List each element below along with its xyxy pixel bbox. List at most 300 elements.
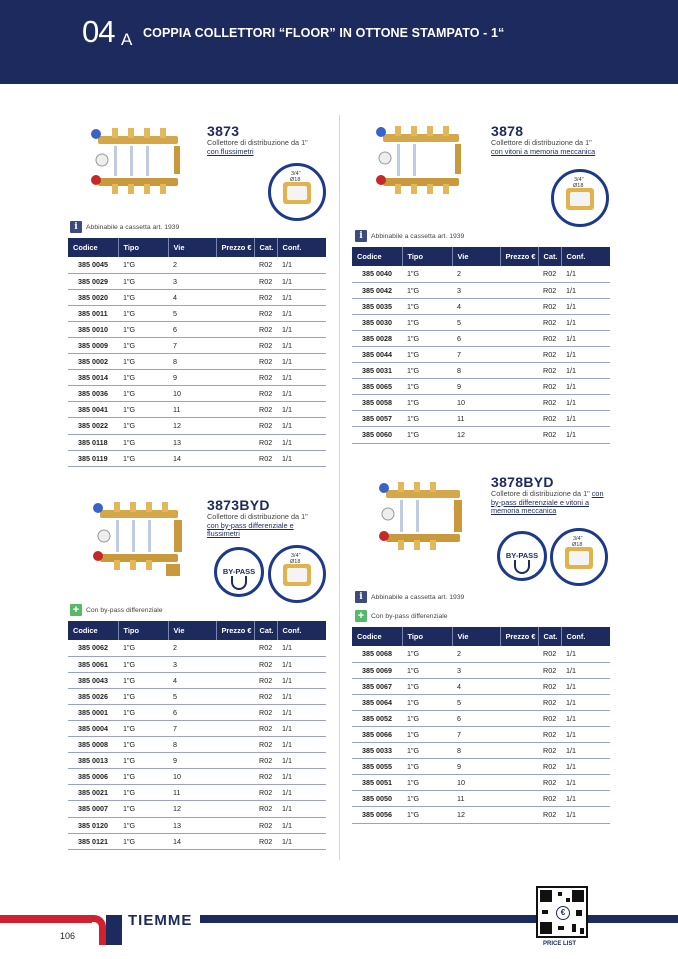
- table-cell: R02: [538, 775, 561, 791]
- table-cell: 11: [452, 411, 500, 427]
- table-cell: R02: [538, 759, 561, 775]
- table-cell: 12: [452, 427, 500, 443]
- table-cell: 385 0062: [68, 640, 118, 656]
- table-cell: 7: [168, 337, 216, 353]
- table-cell: 385 0009: [68, 337, 118, 353]
- table-cell: R02: [538, 662, 561, 678]
- table-cell: 385 0061: [68, 656, 118, 672]
- table-cell: 1/1: [277, 434, 326, 450]
- table-cell: 6: [168, 704, 216, 720]
- footer-blue-bar: [200, 915, 678, 923]
- table-cell: [500, 427, 538, 443]
- product-desc-3878: [491, 139, 601, 156]
- table-row: [68, 688, 326, 704]
- table-cell: [216, 305, 254, 321]
- table-row: [352, 710, 610, 726]
- table-cell: 1"G: [402, 314, 452, 330]
- table-cell: 385 0052: [352, 710, 402, 726]
- column-header: Vie: [168, 238, 216, 257]
- table-cell: 1"G: [402, 427, 452, 443]
- table-cell: R02: [538, 314, 561, 330]
- table-cell: [216, 354, 254, 370]
- table-cell: 1"G: [118, 418, 168, 434]
- table-cell: R02: [254, 672, 277, 688]
- table-cell: [500, 411, 538, 427]
- desc-text: Colletore di distribuzione da 1": [491, 489, 590, 498]
- table-cell: R02: [254, 273, 277, 289]
- table-row: [352, 346, 610, 362]
- column-header: Cat.: [254, 621, 277, 640]
- table-cell: 1/1: [277, 273, 326, 289]
- table-cell: 1"G: [402, 363, 452, 379]
- table-cell: 6: [452, 330, 500, 346]
- table-cell: 1/1: [561, 694, 610, 710]
- table-cell: 1"G: [118, 753, 168, 769]
- desc-text: Collettore di distribuzione da 1": [491, 138, 592, 147]
- table-cell: 1/1: [561, 791, 610, 807]
- table-cell: R02: [254, 833, 277, 849]
- table-row: [68, 801, 326, 817]
- table-cell: 385 0064: [352, 694, 402, 710]
- table-cell: 1"G: [118, 720, 168, 736]
- table-cell: 1/1: [277, 801, 326, 817]
- table-cell: [216, 273, 254, 289]
- table-cell: 7: [452, 726, 500, 742]
- table-row: [68, 704, 326, 720]
- thread-badge-icon: 3/4" Ø18: [551, 169, 609, 227]
- column-header: Cat.: [538, 627, 561, 646]
- table-cell: 10: [452, 775, 500, 791]
- table-cell: 1/1: [277, 386, 326, 402]
- column-header: Codice: [68, 238, 118, 257]
- table-row: [68, 305, 326, 321]
- note-cassetta: i Abbinabile a cassetta art. 1939: [70, 221, 179, 233]
- bypass-badge-icon: BY-PASS: [214, 547, 264, 597]
- table-cell: 1/1: [277, 337, 326, 353]
- table-header-row: [68, 238, 326, 257]
- table-cell: [500, 678, 538, 694]
- info-icon: i: [355, 230, 367, 242]
- table-row: [352, 662, 610, 678]
- column-header: Prezzo €: [216, 621, 254, 640]
- column-header: Codice: [352, 247, 402, 266]
- table-cell: 14: [168, 833, 216, 849]
- thread-badge-icon: 3/4" Ø18: [550, 528, 608, 586]
- table-cell: 385 0004: [68, 720, 118, 736]
- table-row: [352, 726, 610, 742]
- table-cell: [500, 298, 538, 314]
- table-cell: 385 0065: [352, 379, 402, 395]
- table-cell: 385 0011: [68, 305, 118, 321]
- table-cell: 1"G: [118, 273, 168, 289]
- table-cell: 1"G: [402, 411, 452, 427]
- desc-link[interactable]: con flussimetri: [207, 146, 254, 156]
- table-cell: 1/1: [561, 298, 610, 314]
- table-cell: 12: [168, 418, 216, 434]
- table-cell: [216, 257, 254, 273]
- column-header: Tipo: [402, 627, 452, 646]
- table-cell: R02: [254, 354, 277, 370]
- table-cell: [500, 282, 538, 298]
- table-cell: 7: [168, 720, 216, 736]
- column-header: Cat.: [538, 247, 561, 266]
- table-cell: 1"G: [402, 346, 452, 362]
- table-cell: R02: [538, 678, 561, 694]
- desc-link[interactable]: con vitoni a memoria meccanica: [491, 146, 596, 156]
- table-cell: 385 0040: [352, 266, 402, 282]
- column-header: Prezzo €: [216, 238, 254, 257]
- table-cell: 1/1: [277, 305, 326, 321]
- table-cell: [500, 363, 538, 379]
- table-cell: 1"G: [118, 337, 168, 353]
- table-row: [68, 769, 326, 785]
- table-cell: 1"G: [118, 688, 168, 704]
- table-cell: 1/1: [561, 807, 610, 823]
- table-cell: 1/1: [561, 759, 610, 775]
- table-cell: 1/1: [561, 330, 610, 346]
- table-cell: R02: [254, 753, 277, 769]
- table-cell: 1/1: [277, 257, 326, 273]
- table-cell: [500, 330, 538, 346]
- table-cell: 1"G: [118, 833, 168, 849]
- table-cell: 385 0045: [68, 257, 118, 273]
- manifold-photo-3873: [88, 120, 188, 200]
- table-cell: 4: [452, 678, 500, 694]
- table-cell: 4: [168, 289, 216, 305]
- table-cell: 13: [168, 817, 216, 833]
- table-header-row: [352, 247, 610, 266]
- table-3873byd: [68, 621, 326, 850]
- table-cell: 1"G: [118, 704, 168, 720]
- table-cell: [216, 753, 254, 769]
- column-header: Vie: [168, 621, 216, 640]
- column-divider: [339, 115, 340, 860]
- desc-text: Collettore di distribuzione da 1": [207, 512, 308, 521]
- table-cell: 385 0120: [68, 817, 118, 833]
- table-row: [68, 656, 326, 672]
- table-row: [352, 298, 610, 314]
- table-cell: 12: [452, 807, 500, 823]
- table-cell: 13: [168, 434, 216, 450]
- column-header: Conf.: [561, 627, 610, 646]
- table-row: [68, 640, 326, 656]
- table-cell: 1/1: [277, 656, 326, 672]
- table-row: [68, 337, 326, 353]
- desc-link[interactable]: con by-pass differenziale e flussimetri: [207, 520, 294, 539]
- table-cell: [216, 672, 254, 688]
- table-cell: [216, 801, 254, 817]
- column-header: Conf.: [277, 238, 326, 257]
- table-cell: R02: [254, 720, 277, 736]
- table-cell: 385 0057: [352, 411, 402, 427]
- table-cell: [500, 710, 538, 726]
- table-cell: 1/1: [561, 678, 610, 694]
- column-header: Vie: [452, 627, 500, 646]
- table-cell: 385 0007: [68, 801, 118, 817]
- product-desc-3878byd: [491, 490, 605, 516]
- table-row: [68, 737, 326, 753]
- info-icon: i: [70, 221, 82, 233]
- table-cell: R02: [538, 427, 561, 443]
- table-row: [68, 450, 326, 466]
- table-cell: [216, 434, 254, 450]
- table-cell: [500, 775, 538, 791]
- table-cell: R02: [538, 807, 561, 823]
- table-cell: [216, 785, 254, 801]
- section-title: COPPIA COLLETTORI “FLOOR” IN OTTONE STAMPATO - 1“: [143, 26, 505, 40]
- table-cell: 385 0118: [68, 434, 118, 450]
- table-cell: 385 0051: [352, 775, 402, 791]
- table-row: [352, 791, 610, 807]
- brand-logo: TIEMME: [128, 912, 193, 929]
- table-cell: 1/1: [561, 726, 610, 742]
- note-bypass: + Con by-pass differenziale: [355, 610, 448, 622]
- bypass-badge-icon: BY-PASS: [497, 531, 547, 581]
- table-row: [352, 395, 610, 411]
- table-cell: 1/1: [277, 769, 326, 785]
- table-cell: 1"G: [118, 402, 168, 418]
- table-cell: 1/1: [277, 354, 326, 370]
- table-row: [68, 402, 326, 418]
- table-cell: R02: [254, 737, 277, 753]
- table-cell: R02: [254, 337, 277, 353]
- table-cell: 385 0029: [68, 273, 118, 289]
- table-cell: 1"G: [118, 321, 168, 337]
- manifold-photo-3878: [373, 120, 469, 200]
- page-number: 106: [60, 931, 76, 941]
- table-cell: 385 0060: [352, 427, 402, 443]
- table-cell: R02: [254, 688, 277, 704]
- table-cell: 1"G: [118, 672, 168, 688]
- table-cell: R02: [538, 395, 561, 411]
- table-cell: 1"G: [402, 678, 452, 694]
- table-cell: 1/1: [277, 833, 326, 849]
- table-cell: 2: [452, 266, 500, 282]
- table-cell: 385 0035: [352, 298, 402, 314]
- table-cell: R02: [254, 817, 277, 833]
- table-cell: 1/1: [561, 710, 610, 726]
- table-cell: 385 0068: [352, 646, 402, 662]
- table-3873: [68, 238, 326, 467]
- table-cell: 4: [168, 672, 216, 688]
- table-cell: [216, 370, 254, 386]
- column-header: Tipo: [118, 621, 168, 640]
- table-cell: 1/1: [277, 418, 326, 434]
- table-cell: 385 0013: [68, 753, 118, 769]
- table-cell: 6: [452, 710, 500, 726]
- table-cell: 11: [168, 402, 216, 418]
- product-code-3873: 3873: [207, 123, 240, 139]
- table-cell: 385 0044: [352, 346, 402, 362]
- table-cell: 10: [168, 386, 216, 402]
- table-cell: R02: [538, 726, 561, 742]
- manifold-photo-3878byd: [376, 474, 472, 562]
- table-cell: 11: [168, 785, 216, 801]
- table-cell: [500, 314, 538, 330]
- table-cell: 12: [168, 801, 216, 817]
- table-cell: 5: [168, 688, 216, 704]
- table-cell: 9: [168, 753, 216, 769]
- table-cell: 1/1: [277, 321, 326, 337]
- table-cell: 385 0058: [352, 395, 402, 411]
- column-header: Conf.: [277, 621, 326, 640]
- column-header: Vie: [452, 247, 500, 266]
- table-cell: 1"G: [402, 775, 452, 791]
- footer-red-bar: [0, 915, 92, 923]
- footer-hook: [86, 915, 106, 945]
- table-cell: R02: [538, 298, 561, 314]
- table-cell: 1"G: [118, 785, 168, 801]
- table-row: [68, 785, 326, 801]
- table-cell: [216, 769, 254, 785]
- section-number: 04: [82, 14, 115, 49]
- table-cell: 1"G: [118, 801, 168, 817]
- table-cell: R02: [538, 710, 561, 726]
- table-cell: [500, 807, 538, 823]
- table-cell: 2: [168, 640, 216, 656]
- table-cell: 385 0036: [68, 386, 118, 402]
- table-cell: R02: [254, 289, 277, 305]
- table-header-row: [352, 627, 610, 646]
- table-cell: 385 0067: [352, 678, 402, 694]
- table-cell: [500, 646, 538, 662]
- table-cell: 385 0020: [68, 289, 118, 305]
- table-cell: 385 0033: [352, 743, 402, 759]
- table-cell: 1/1: [277, 450, 326, 466]
- footer-blue-block: [106, 915, 122, 945]
- info-icon: i: [355, 591, 367, 603]
- page-header: [0, 0, 678, 84]
- table-cell: R02: [538, 791, 561, 807]
- table-cell: 1"G: [118, 257, 168, 273]
- table-cell: 385 0001: [68, 704, 118, 720]
- column-header: Tipo: [118, 238, 168, 257]
- table-cell: 1/1: [561, 427, 610, 443]
- table-cell: 2: [168, 257, 216, 273]
- table-cell: 1/1: [561, 646, 610, 662]
- table-cell: 1"G: [118, 370, 168, 386]
- table-cell: 1"G: [402, 662, 452, 678]
- column-header: Cat.: [254, 238, 277, 257]
- table-cell: [216, 656, 254, 672]
- table-cell: 1/1: [561, 346, 610, 362]
- table-cell: 1"G: [402, 266, 452, 282]
- qr-code-icon[interactable]: €: [536, 886, 588, 938]
- table-cell: [500, 791, 538, 807]
- table-row: [352, 266, 610, 282]
- table-cell: 1"G: [402, 282, 452, 298]
- product-code-3878byd: 3878BYD: [491, 474, 554, 490]
- table-row: [352, 807, 610, 823]
- table-cell: R02: [254, 801, 277, 817]
- table-row: [352, 775, 610, 791]
- table-cell: 385 0002: [68, 354, 118, 370]
- table-row: [352, 330, 610, 346]
- table-cell: R02: [254, 434, 277, 450]
- table-row: [352, 282, 610, 298]
- table-cell: 1"G: [118, 817, 168, 833]
- table-row: [68, 354, 326, 370]
- table-cell: R02: [538, 743, 561, 759]
- table-cell: 1"G: [402, 330, 452, 346]
- table-cell: 1/1: [561, 282, 610, 298]
- table-cell: 1"G: [402, 726, 452, 742]
- table-row: [68, 434, 326, 450]
- table-row: [68, 418, 326, 434]
- note-bypass: + Con by-pass differenziale: [70, 604, 163, 616]
- table-cell: 385 0030: [352, 314, 402, 330]
- table-cell: [216, 640, 254, 656]
- table-row: [352, 646, 610, 662]
- table-cell: 1/1: [277, 704, 326, 720]
- table-cell: 385 0121: [68, 833, 118, 849]
- table-cell: 1"G: [402, 646, 452, 662]
- table-cell: 385 0028: [352, 330, 402, 346]
- table-cell: 385 0119: [68, 450, 118, 466]
- table-row: [352, 427, 610, 443]
- table-cell: 385 0069: [352, 662, 402, 678]
- table-cell: 1/1: [561, 662, 610, 678]
- table-cell: R02: [254, 402, 277, 418]
- table-cell: 1"G: [402, 395, 452, 411]
- table-cell: [500, 726, 538, 742]
- table-cell: 385 0026: [68, 688, 118, 704]
- table-cell: 1/1: [561, 395, 610, 411]
- table-cell: 1/1: [277, 720, 326, 736]
- note-cassetta: i Abbinabile a cassetta art. 1939: [355, 230, 464, 242]
- table-row: [68, 386, 326, 402]
- product-code-3873byd: 3873BYD: [207, 497, 270, 513]
- table-cell: [216, 450, 254, 466]
- table-cell: 1/1: [277, 817, 326, 833]
- table-cell: 1"G: [402, 298, 452, 314]
- table-cell: 1"G: [402, 379, 452, 395]
- table-cell: 1/1: [561, 411, 610, 427]
- column-header: Prezzo €: [500, 627, 538, 646]
- table-cell: R02: [254, 785, 277, 801]
- table-cell: 385 0056: [352, 807, 402, 823]
- column-header: Tipo: [402, 247, 452, 266]
- table-cell: 3: [168, 656, 216, 672]
- table-cell: 1"G: [118, 354, 168, 370]
- table-cell: 1/1: [277, 402, 326, 418]
- table-cell: R02: [538, 411, 561, 427]
- table-cell: 2: [452, 646, 500, 662]
- table-cell: R02: [538, 266, 561, 282]
- table-row: [352, 363, 610, 379]
- table-cell: 1/1: [561, 379, 610, 395]
- table-cell: 1"G: [402, 791, 452, 807]
- desc-link[interactable]: con by-pass differenziale e vitoni a memoria meccanica: [491, 489, 604, 516]
- table-cell: R02: [538, 330, 561, 346]
- table-row: [68, 817, 326, 833]
- table-row: [68, 273, 326, 289]
- table-row: [352, 379, 610, 395]
- price-list-label: PRICE LIST: [543, 941, 577, 947]
- table-cell: R02: [538, 363, 561, 379]
- table-cell: [216, 321, 254, 337]
- table-cell: [216, 817, 254, 833]
- table-cell: 1"G: [118, 656, 168, 672]
- table-cell: 1"G: [402, 694, 452, 710]
- table-cell: 9: [452, 379, 500, 395]
- table-cell: R02: [538, 646, 561, 662]
- section-letter: A: [121, 30, 133, 49]
- table-cell: [500, 694, 538, 710]
- table-cell: 1"G: [118, 305, 168, 321]
- table-cell: 1/1: [277, 672, 326, 688]
- table-cell: R02: [254, 257, 277, 273]
